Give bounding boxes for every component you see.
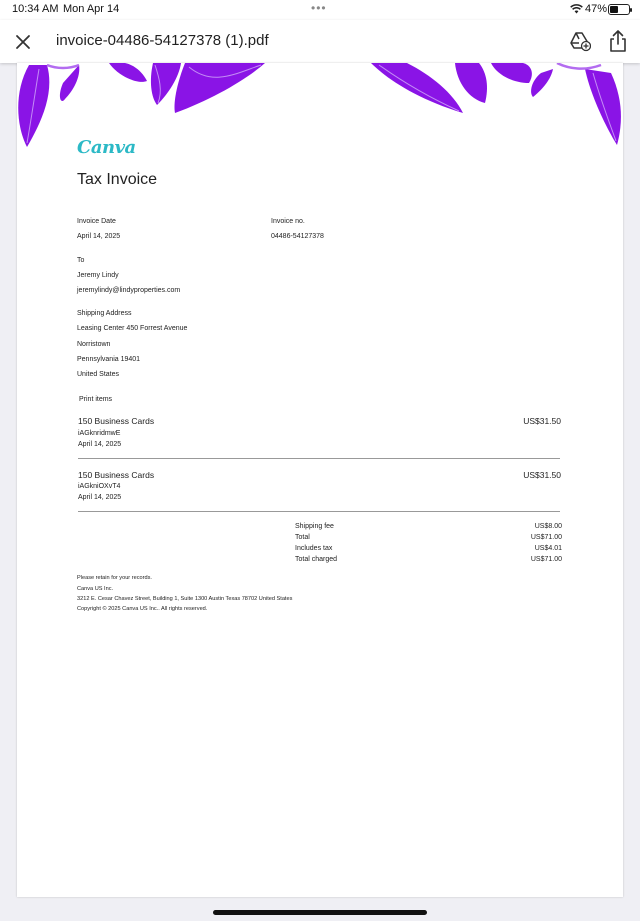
to-label: To xyxy=(77,257,85,264)
shipping-address-line: Norristown xyxy=(77,341,111,348)
shipping-address-label: Shipping Address xyxy=(77,310,132,317)
invoice-date-value: April 14, 2025 xyxy=(77,233,121,240)
line-item-date: April 14, 2025 xyxy=(78,441,122,448)
line-item-price: US$31.50 xyxy=(523,470,561,480)
print-items-label: Print items xyxy=(79,396,113,403)
invoice-number-label: Invoice no. xyxy=(271,218,305,225)
wifi-icon xyxy=(570,4,583,14)
invoice-number-value: 04486-54127378 xyxy=(271,233,324,240)
canva-logo: Canva xyxy=(77,137,136,158)
share-icon[interactable] xyxy=(607,29,629,53)
shipping-fee-value: US$8.00 xyxy=(534,523,562,530)
status-date: Mon Apr 14 xyxy=(63,3,120,15)
file-name: invoice-04486-54127378 (1).pdf xyxy=(56,32,269,49)
total-charged-label: Total charged xyxy=(295,556,338,563)
line-item-divider xyxy=(78,458,560,459)
close-icon[interactable] xyxy=(12,31,34,53)
line-item-name: 150 Business Cards xyxy=(78,470,155,480)
total-charged-value: US$71.00 xyxy=(530,556,562,563)
line-item-name: 150 Business Cards xyxy=(78,416,155,426)
line-item-code: iAGknridmwE xyxy=(78,430,121,437)
pdf-viewer-toolbar xyxy=(0,20,640,63)
pdf-page[interactable] xyxy=(17,63,623,897)
shipping-address-line: Pennsylvania 19401 xyxy=(77,356,141,363)
battery-icon xyxy=(608,4,630,15)
status-bar xyxy=(0,0,640,20)
invoice-date-label: Invoice Date xyxy=(77,218,116,225)
shipping-address-line: United States xyxy=(77,371,120,378)
line-item-price: US$31.50 xyxy=(523,416,561,426)
line-item-date: April 14, 2025 xyxy=(78,494,122,501)
includes-tax-value: US$4.01 xyxy=(534,545,562,552)
invoice-title: Tax Invoice xyxy=(77,171,158,188)
total-value: US$71.00 xyxy=(530,534,562,541)
battery-level-fill xyxy=(610,6,618,13)
footer-text: 3212 E. Cesar Chavez Street, Building 1, Suite 1300 Austin Texas 78702 United States xyxy=(77,596,293,602)
to-email: jeremylindy@lindyproperties.com xyxy=(77,287,181,294)
footer-text: Canva US Inc. xyxy=(77,586,114,592)
home-indicator[interactable] xyxy=(213,910,427,915)
battery-percent: 47% xyxy=(585,3,608,15)
footer-text: Please retain for your records. xyxy=(77,575,152,581)
add-to-drive-icon[interactable] xyxy=(569,30,591,52)
shipping-fee-label: Shipping fee xyxy=(295,523,334,530)
line-item-divider xyxy=(78,511,560,512)
status-time: 10:34 AM xyxy=(12,3,59,15)
line-item-code: iAGkniOXvT4 xyxy=(78,483,121,490)
total-label: Total xyxy=(295,534,310,541)
to-name: Jeremy Lindy xyxy=(77,272,119,279)
multitasking-dots-icon[interactable]: ••• xyxy=(311,1,327,15)
footer-text: Copyright © 2025 Canva US Inc.. All rights reserved. xyxy=(77,606,208,612)
shipping-address-line: Leasing Center 450 Forrest Avenue xyxy=(77,325,188,332)
includes-tax-label: Includes tax xyxy=(295,545,333,552)
